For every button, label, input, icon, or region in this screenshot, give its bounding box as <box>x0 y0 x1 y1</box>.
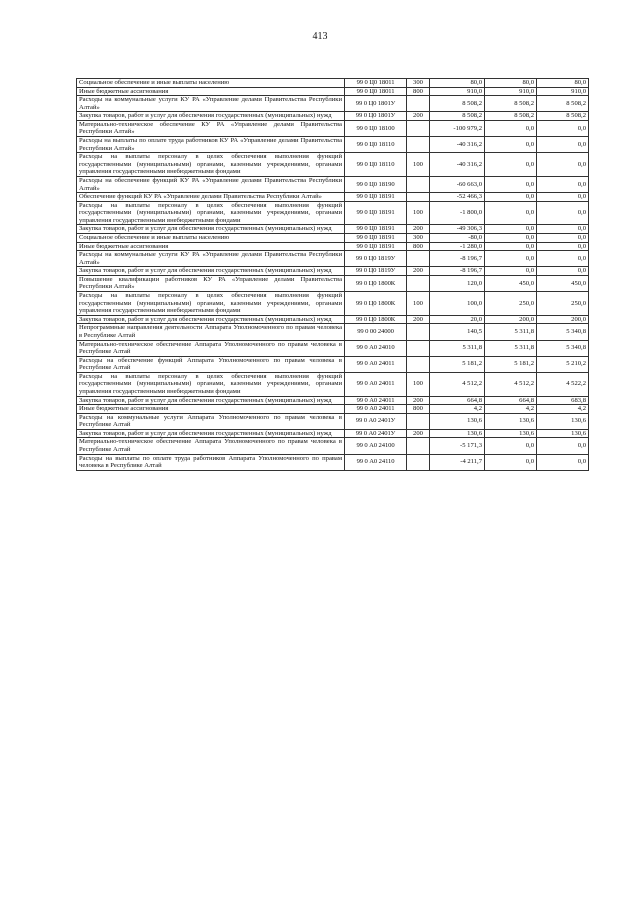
table-row <box>77 396 589 405</box>
amount-column-2-cell: 0,0 <box>485 176 537 192</box>
expense-name-cell: Расходы на выплаты по оплате труда работников Аппарата Уполномоченного по правам человека в Республике Алтай <box>77 454 345 470</box>
target-article-code-cell: 99 0 А0 24100 <box>345 438 407 454</box>
amount-column-3-cell: 4 522,2 <box>537 372 589 396</box>
expense-type-code-cell <box>407 251 430 267</box>
expense-name-cell: Иные бюджетные ассигнования <box>77 405 345 414</box>
expense-type-code-cell: 100 <box>407 201 430 225</box>
amount-column-1-cell: -80,0 <box>430 233 485 242</box>
amount-column-3-cell: 8 508,2 <box>537 96 589 112</box>
amount-column-1-cell: -1 280,0 <box>430 242 485 251</box>
amount-column-3-cell: 0,0 <box>537 120 589 136</box>
expense-name-cell: Социальное обеспечение и иные выплаты населению <box>77 79 345 88</box>
amount-column-2-cell: 0,0 <box>485 120 537 136</box>
amount-column-1-cell: -60 663,0 <box>430 176 485 192</box>
amount-column-2-cell: 0,0 <box>485 225 537 234</box>
expense-name-cell: Закупка товаров, работ и услуг для обеспечения государственных (муниципальных) нужд <box>77 267 345 276</box>
budget-table <box>76 78 589 471</box>
amount-column-1-cell: -4 211,7 <box>430 454 485 470</box>
amount-column-3-cell: 450,0 <box>537 275 589 291</box>
expense-name-cell: Расходы на коммунальные услуги КУ РА «Управление делами Правительства Республики Алтай» <box>77 96 345 112</box>
amount-column-3-cell: 0,0 <box>537 137 589 153</box>
amount-column-2-cell: 0,0 <box>485 251 537 267</box>
amount-column-3-cell: 130,6 <box>537 413 589 429</box>
target-article-code-cell: 99 0 Ц0 18110 <box>345 153 407 177</box>
target-article-code-cell: 99 0 А0 24011 <box>345 396 407 405</box>
amount-column-1-cell: 5 311,8 <box>430 340 485 356</box>
amount-column-3-cell: 0,0 <box>537 251 589 267</box>
amount-column-2-cell: 0,0 <box>485 233 537 242</box>
amount-column-2-cell: 4 512,2 <box>485 372 537 396</box>
expense-name-cell: Обеспечение функций КУ РА «Управление делами Правительства Республики Алтай» <box>77 193 345 202</box>
expense-type-code-cell: 800 <box>407 87 430 96</box>
expense-type-code-cell <box>407 413 430 429</box>
expense-type-code-cell: 200 <box>407 225 430 234</box>
table-row <box>77 242 589 251</box>
target-article-code-cell: 99 0 Ц0 18190 <box>345 176 407 192</box>
target-article-code-cell: 99 0 А0 24011 <box>345 405 407 414</box>
expense-type-code-cell: 200 <box>407 396 430 405</box>
amount-column-1-cell: 130,6 <box>430 413 485 429</box>
amount-column-1-cell: -49 306,3 <box>430 225 485 234</box>
amount-column-1-cell: -8 196,7 <box>430 251 485 267</box>
table-row <box>77 87 589 96</box>
amount-column-3-cell: 0,0 <box>537 225 589 234</box>
page-number: 413 <box>312 31 328 42</box>
table-row <box>77 120 589 136</box>
amount-column-3-cell: 0,0 <box>537 233 589 242</box>
table-row <box>77 340 589 356</box>
table-row <box>77 315 589 324</box>
expense-name-cell: Закупка товаров, работ и услуг для обеспечения государственных (муниципальных) нужд <box>77 112 345 121</box>
amount-column-1-cell: 5 181,2 <box>430 356 485 372</box>
amount-column-1-cell: -5 171,3 <box>430 438 485 454</box>
expense-name-cell: Иные бюджетные ассигнования <box>77 87 345 96</box>
expense-name-cell: Иные бюджетные ассигнования <box>77 242 345 251</box>
expense-name-cell: Социальное обеспечение и иные выплаты населению <box>77 233 345 242</box>
expense-name-cell: Расходы на коммунальные услуги КУ РА «Управление делами Правительства Республики Алтай» <box>77 251 345 267</box>
expense-name-cell: Расходы на выплаты персоналу в целях обеспечения выполнения функций государственными (муниципальными) органами, казенными учреждениями, органами управления государственными внебюджетными фондами <box>77 372 345 396</box>
amount-column-1-cell: -8 196,7 <box>430 267 485 276</box>
target-article-code-cell: 99 0 00 24000 <box>345 324 407 340</box>
table-row <box>77 79 589 88</box>
expense-name-cell: Материально-техническое обеспечение Аппарата Уполномоченного по правам человека в Республике Алтай <box>77 438 345 454</box>
expense-name-cell: Расходы на обеспечение функций Аппарата Уполномоченного по правам человека в Республике Алтай <box>77 356 345 372</box>
target-article-code-cell: 99 0 А0 24011 <box>345 372 407 396</box>
table-row <box>77 233 589 242</box>
expense-name-cell: Расходы на выплаты по оплате труда работников КУ РА «Управление делами Правительства Республики Алтай» <box>77 137 345 153</box>
amount-column-3-cell: 0,0 <box>537 193 589 202</box>
amount-column-3-cell: 5 210,2 <box>537 356 589 372</box>
amount-column-1-cell: -100 979,2 <box>430 120 485 136</box>
amount-column-3-cell: 0,0 <box>537 242 589 251</box>
amount-column-2-cell: 8 508,2 <box>485 112 537 121</box>
table-row <box>77 454 589 470</box>
expense-name-cell: Расходы на выплаты персоналу в целях обеспечения выполнения функций государственными (муниципальными) органами, казенными учреждениями, органами управления государственными внебюджетными фондами <box>77 153 345 177</box>
target-article-code-cell: 99 0 А0 2401У <box>345 413 407 429</box>
expense-type-code-cell: 800 <box>407 242 430 251</box>
expense-type-code-cell: 200 <box>407 315 430 324</box>
table-row <box>77 267 589 276</box>
expense-type-code-cell: 300 <box>407 233 430 242</box>
amount-column-2-cell: 5 311,8 <box>485 324 537 340</box>
amount-column-1-cell: 664,8 <box>430 396 485 405</box>
amount-column-2-cell: 0,0 <box>485 153 537 177</box>
amount-column-3-cell: 80,0 <box>537 79 589 88</box>
amount-column-3-cell: 200,0 <box>537 315 589 324</box>
amount-column-1-cell: 140,5 <box>430 324 485 340</box>
table-row <box>77 429 589 438</box>
expense-type-code-cell: 800 <box>407 405 430 414</box>
amount-column-3-cell: 0,0 <box>537 201 589 225</box>
expense-type-code-cell <box>407 137 430 153</box>
expense-name-cell: Расходы на коммунальные услуги Аппарата Уполномоченного по правам человека в Республике Алтай <box>77 413 345 429</box>
amount-column-2-cell: 0,0 <box>485 201 537 225</box>
table-row <box>77 193 589 202</box>
target-article-code-cell: 99 0 Ц0 18191 <box>345 225 407 234</box>
table-row <box>77 201 589 225</box>
target-article-code-cell: 99 0 Ц0 1800К <box>345 315 407 324</box>
amount-column-1-cell: 130,6 <box>430 429 485 438</box>
expense-name-cell: Расходы на обеспечение функций КУ РА «Управление делами Правительства Республики Алтай» <box>77 176 345 192</box>
target-article-code-cell: 99 0 Ц0 18110 <box>345 137 407 153</box>
amount-column-3-cell: 0,0 <box>537 176 589 192</box>
amount-column-1-cell: -52 466,3 <box>430 193 485 202</box>
table-row <box>77 275 589 291</box>
table-row <box>77 251 589 267</box>
target-article-code-cell: 99 0 Ц0 1819У <box>345 251 407 267</box>
table-row <box>77 225 589 234</box>
expense-type-code-cell <box>407 356 430 372</box>
expense-type-code-cell <box>407 275 430 291</box>
amount-column-3-cell: 0,0 <box>537 153 589 177</box>
amount-column-2-cell: 4,2 <box>485 405 537 414</box>
amount-column-1-cell: -40 316,2 <box>430 137 485 153</box>
amount-column-1-cell: 4,2 <box>430 405 485 414</box>
amount-column-3-cell: 130,6 <box>537 429 589 438</box>
expense-type-code-cell: 100 <box>407 292 430 316</box>
amount-column-2-cell: 0,0 <box>485 137 537 153</box>
target-article-code-cell: 99 0 Ц0 18191 <box>345 201 407 225</box>
amount-column-3-cell: 683,8 <box>537 396 589 405</box>
table-row <box>77 324 589 340</box>
expense-type-code-cell <box>407 176 430 192</box>
expense-name-cell: Закупка товаров, работ и услуг для обеспечения государственных (муниципальных) нужд <box>77 225 345 234</box>
expense-name-cell: Закупка товаров, работ и услуг для обеспечения государственных (муниципальных) нужд <box>77 429 345 438</box>
amount-column-3-cell: 910,0 <box>537 87 589 96</box>
target-article-code-cell: 99 0 А0 24011 <box>345 356 407 372</box>
amount-column-2-cell: 5 181,2 <box>485 356 537 372</box>
target-article-code-cell: 99 0 Ц0 1800К <box>345 292 407 316</box>
amount-column-2-cell: 0,0 <box>485 454 537 470</box>
expense-name-cell: Расходы на выплаты персоналу в целях обеспечения выполнения функций государственными (муниципальными) органами, казенными учреждениями, органами управления государственными внебюджетными фондами <box>77 292 345 316</box>
amount-column-2-cell: 130,6 <box>485 413 537 429</box>
table-row <box>77 356 589 372</box>
expense-name-cell: Закупка товаров, работ и услуг для обеспечения государственных (муниципальных) нужд <box>77 396 345 405</box>
table-row <box>77 405 589 414</box>
amount-column-2-cell: 80,0 <box>485 79 537 88</box>
amount-column-1-cell: 8 508,2 <box>430 112 485 121</box>
amount-column-1-cell: 8 508,2 <box>430 96 485 112</box>
target-article-code-cell: 99 0 Ц0 1819У <box>345 267 407 276</box>
expense-name-cell: Закупка товаров, работ и услуг для обеспечения государственных (муниципальных) нужд <box>77 315 345 324</box>
expense-type-code-cell: 100 <box>407 372 430 396</box>
expense-type-code-cell <box>407 324 430 340</box>
expense-type-code-cell: 300 <box>407 79 430 88</box>
expense-name-cell: Повышение квалификации работников КУ РА «Управление делами Правительства Республики Алтай» <box>77 275 345 291</box>
expense-name-cell: Расходы на выплаты персоналу в целях обеспечения выполнения функций государственными (муниципальными) органами, казенными учреждениями, органами управления государственными внебюджетными фондами <box>77 201 345 225</box>
amount-column-3-cell: 5 340,8 <box>537 324 589 340</box>
expense-type-code-cell <box>407 454 430 470</box>
amount-column-2-cell: 8 508,2 <box>485 96 537 112</box>
amount-column-1-cell: -40 316,2 <box>430 153 485 177</box>
amount-column-2-cell: 0,0 <box>485 438 537 454</box>
target-article-code-cell: 99 0 Ц0 1800К <box>345 275 407 291</box>
target-article-code-cell: 99 0 Ц0 18011 <box>345 79 407 88</box>
expense-name-cell: Материально-техническое обеспечение КУ РА «Управление делами Правительства Республики Алтай» <box>77 120 345 136</box>
expense-type-code-cell <box>407 438 430 454</box>
target-article-code-cell: 99 0 А0 2401У <box>345 429 407 438</box>
amount-column-3-cell: 8 508,2 <box>537 112 589 121</box>
budget-table-body <box>77 79 589 471</box>
target-article-code-cell: 99 0 Ц0 18011 <box>345 87 407 96</box>
expense-name-cell: Непрограммные направления деятельности Аппарата Уполномоченного по правам человека в Республике Алтай <box>77 324 345 340</box>
table-row <box>77 176 589 192</box>
table-row <box>77 292 589 316</box>
amount-column-1-cell: 4 512,2 <box>430 372 485 396</box>
target-article-code-cell: 99 0 А0 24110 <box>345 454 407 470</box>
table-row <box>77 372 589 396</box>
target-article-code-cell: 99 0 А0 24010 <box>345 340 407 356</box>
amount-column-2-cell: 0,0 <box>485 242 537 251</box>
expense-type-code-cell: 200 <box>407 112 430 121</box>
amount-column-1-cell: 910,0 <box>430 87 485 96</box>
target-article-code-cell: 99 0 Ц0 18191 <box>345 193 407 202</box>
amount-column-3-cell: 0,0 <box>537 267 589 276</box>
expense-type-code-cell: 100 <box>407 153 430 177</box>
amount-column-3-cell: 0,0 <box>537 454 589 470</box>
amount-column-2-cell: 5 311,8 <box>485 340 537 356</box>
amount-column-3-cell: 4,2 <box>537 405 589 414</box>
amount-column-2-cell: 0,0 <box>485 267 537 276</box>
amount-column-1-cell: -1 800,0 <box>430 201 485 225</box>
expense-type-code-cell <box>407 96 430 112</box>
amount-column-1-cell: 100,0 <box>430 292 485 316</box>
amount-column-3-cell: 0,0 <box>537 438 589 454</box>
target-article-code-cell: 99 0 Ц0 18191 <box>345 242 407 251</box>
amount-column-2-cell: 200,0 <box>485 315 537 324</box>
amount-column-1-cell: 120,0 <box>430 275 485 291</box>
table-row <box>77 137 589 153</box>
target-article-code-cell: 99 0 Ц0 1801У <box>345 96 407 112</box>
table-row <box>77 96 589 112</box>
target-article-code-cell: 99 0 Ц0 18191 <box>345 233 407 242</box>
amount-column-1-cell: 20,0 <box>430 315 485 324</box>
expense-type-code-cell <box>407 193 430 202</box>
amount-column-3-cell: 250,0 <box>537 292 589 316</box>
amount-column-2-cell: 910,0 <box>485 87 537 96</box>
amount-column-2-cell: 450,0 <box>485 275 537 291</box>
expense-name-cell: Материально-техническое обеспечение Аппарата Уполномоченного по правам человека в Республике Алтай <box>77 340 345 356</box>
table-row <box>77 112 589 121</box>
target-article-code-cell: 99 0 Ц0 1801У <box>345 112 407 121</box>
amount-column-2-cell: 250,0 <box>485 292 537 316</box>
amount-column-1-cell: 80,0 <box>430 79 485 88</box>
target-article-code-cell: 99 0 Ц0 18100 <box>345 120 407 136</box>
table-row <box>77 438 589 454</box>
expense-type-code-cell <box>407 120 430 136</box>
expense-type-code-cell: 200 <box>407 429 430 438</box>
amount-column-2-cell: 130,6 <box>485 429 537 438</box>
expense-type-code-cell <box>407 340 430 356</box>
table-row <box>77 153 589 177</box>
amount-column-2-cell: 0,0 <box>485 193 537 202</box>
amount-column-2-cell: 664,8 <box>485 396 537 405</box>
table-row <box>77 413 589 429</box>
amount-column-3-cell: 5 340,8 <box>537 340 589 356</box>
expense-type-code-cell: 200 <box>407 267 430 276</box>
